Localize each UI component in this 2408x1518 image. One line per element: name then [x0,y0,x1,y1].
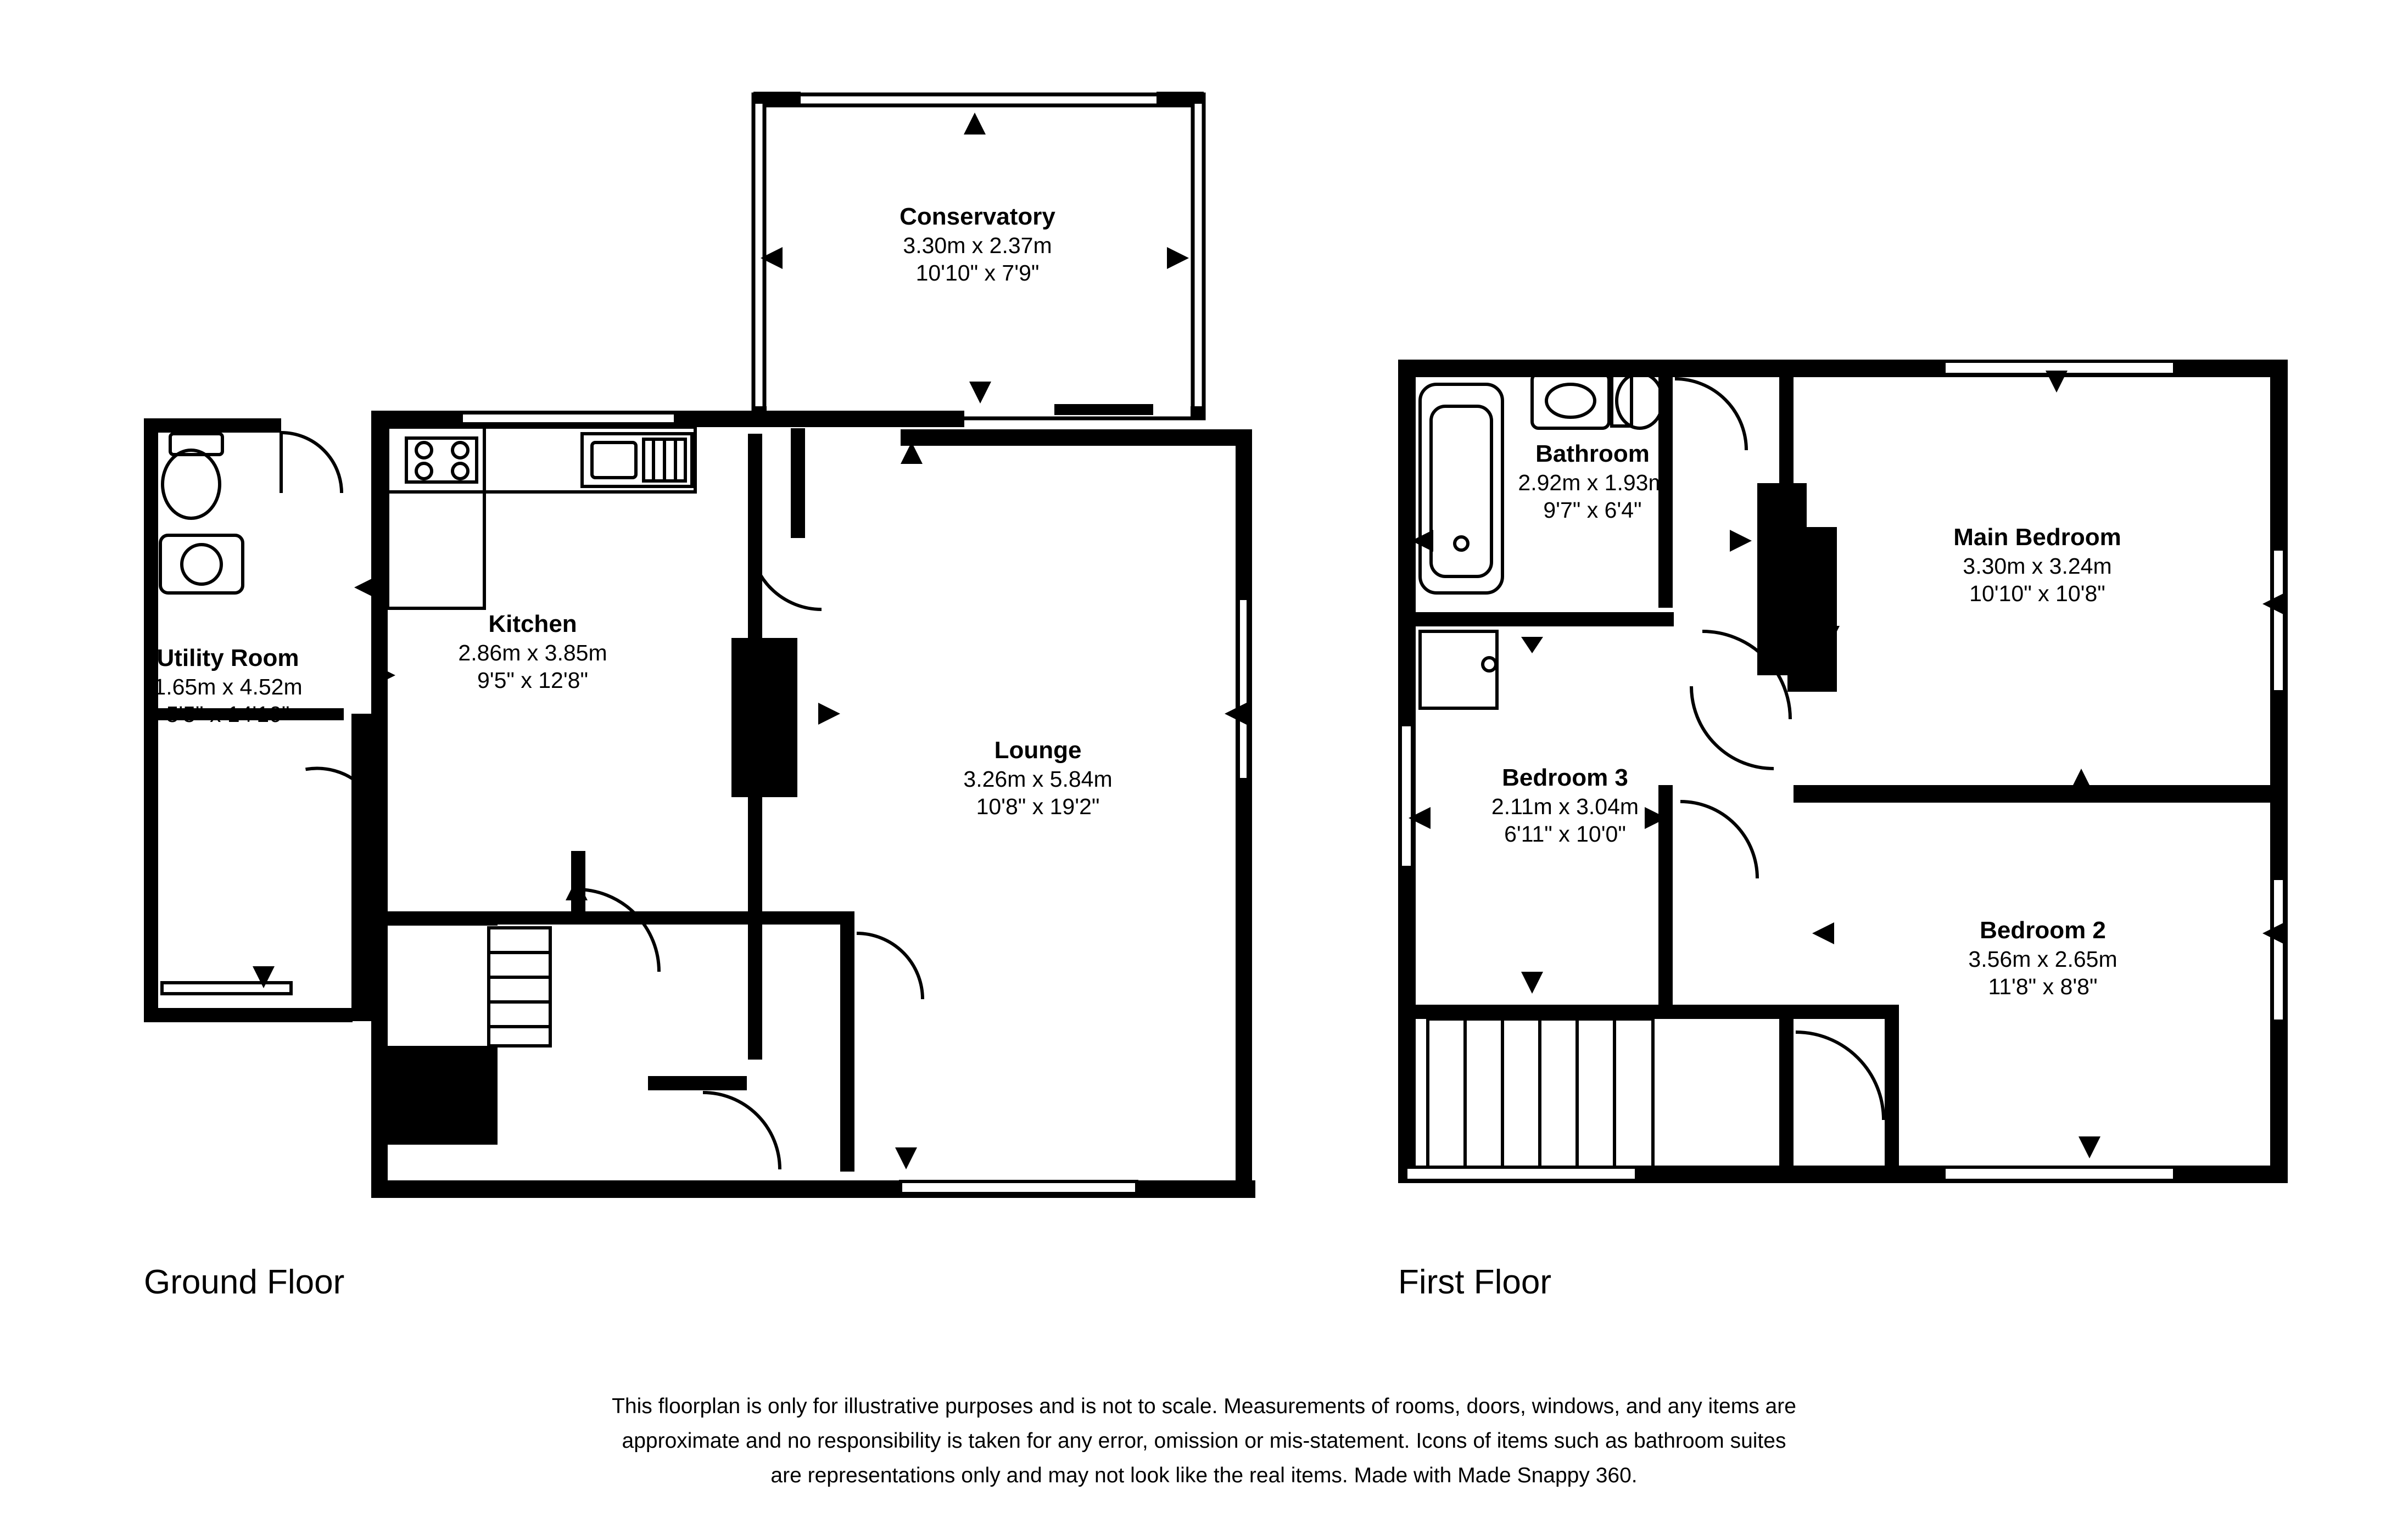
room-name: Kitchen [488,610,577,637]
airing-cupboard-icon [1420,631,1497,708]
room-dims-imperial: 10'8" x 19'2" [976,793,1100,819]
room-dims-imperial: 5'5" x 14'10" [166,701,290,727]
room-dims-metric: 1.65m x 4.52m [153,674,303,699]
room-label-bedroom-2 [1878,916,2208,1000]
room-name: Utility Room [157,645,299,671]
room-dims-metric: 2.92m x 1.93m [1518,469,1667,495]
bathroom-toilet-icon [1612,373,1663,428]
room-name: Bathroom [1535,440,1650,467]
room-label-kitchen [384,609,681,694]
room-dims-metric: 3.56m x 2.65m [1968,946,2118,972]
room-dims-imperial: 10'10" x 10'8" [1969,580,2105,606]
room-dims-imperial: 11'8" x 8'8" [1988,973,2098,999]
room-label-main-bedroom [1867,523,2208,607]
room-name: Bedroom 3 [1502,764,1628,791]
room-dims-imperial: 10'10" x 7'9" [915,260,1040,285]
floor-title-first: First Floor [1398,1263,1551,1301]
first-floor-solid-blocks [1757,483,1807,675]
first-floor-stairs [1428,1019,1653,1167]
room-dims-imperial: 9'5" x 12'8" [477,667,589,693]
room-dims-metric: 2.11m x 3.04m [1491,793,1639,819]
room-label-lounge [890,736,1186,820]
utility-toilet-icon [163,434,222,518]
bathroom-basin-icon [1532,373,1609,428]
kitchen-sink-icon [592,439,685,481]
disclaimer-line-1: This floorplan is only for illustrative purposes and is not to scale. Measurements of rooms, doors, windows, and any items are [612,1394,1796,1418]
kitchen-counter [388,427,695,608]
room-dims-metric: 2.86m x 3.85m [458,640,607,665]
disclaimer-text [0,1389,2408,1493]
room-dims-metric: 3.30m x 3.24m [1963,553,2112,579]
room-name: Conservatory [899,203,1055,230]
room-dims-imperial: 6'11" x 10'0" [1504,821,1626,847]
disclaimer-line-3: are representations only and may not look like the real items. Made with Made Snappy 360. [770,1464,1638,1488]
room-label-utility-room [110,643,346,728]
disclaimer-line-2: approximate and no responsibility is taken for any error, omission or mis-statement. Icons of items such as bathroom suites [622,1429,1786,1453]
room-name: Main Bedroom [1953,524,2121,551]
room-name: Bedroom 2 [1980,917,2106,944]
utility-basin-icon [160,535,243,593]
room-label-conservatory [802,202,1153,287]
kitchen-hob-icon [406,438,477,482]
room-label-bedroom-3 [1422,763,1708,848]
room-dims-metric: 3.26m x 5.84m [963,766,1113,792]
ground-floor-stairs [489,928,550,1046]
room-dims-imperial: 9'7" x 6'4" [1543,497,1642,523]
floor-title-ground: Ground Floor [144,1263,345,1301]
room-label-bathroom [1433,439,1752,524]
room-dims-metric: 3.30m x 2.37m [903,232,1052,258]
room-name: Lounge [994,737,1082,764]
